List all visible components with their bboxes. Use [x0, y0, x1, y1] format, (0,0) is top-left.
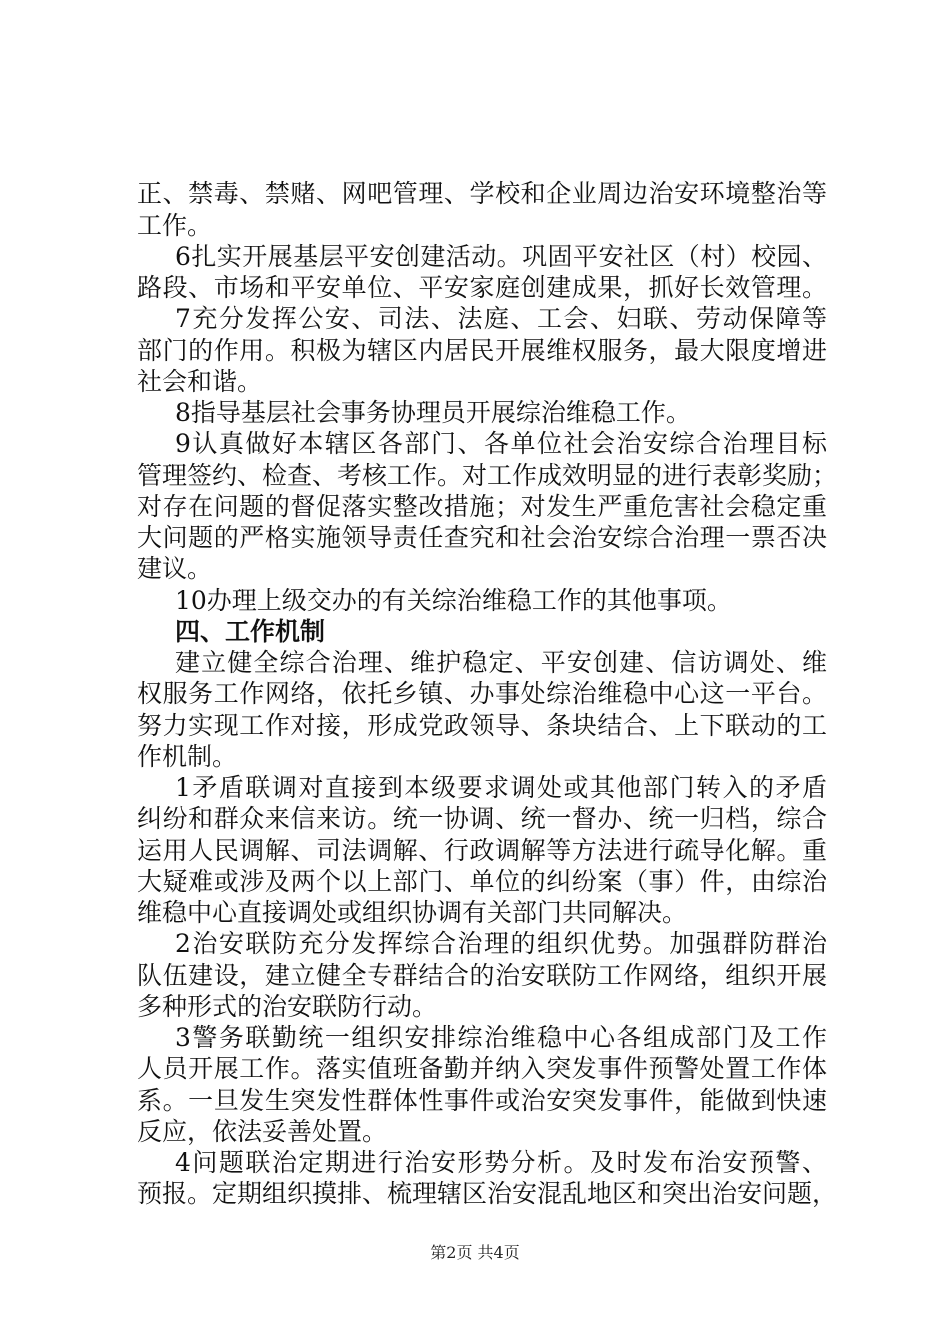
text-line: 4问题联治定期进行治安形势分析。及时发布治安预警、	[175, 1148, 827, 1177]
text-line: 多种形式的治安联防行动。	[137, 992, 438, 1021]
text-line: 1矛盾联调对直接到本级要求调处或其他部门转入的矛盾	[175, 773, 827, 802]
text-line: 作机制。	[137, 742, 238, 771]
text-line: 8指导基层社会事务协理员开展综治维稳工作。	[175, 398, 691, 427]
text-line: 大疑难或涉及两个以上部门、单位的纠纷案（事）件，由综治	[137, 867, 827, 896]
text-line: 纠纷和群众来信来访。统一协调、统一督办、统一归档，综合	[137, 804, 827, 833]
text-line: 10办理上级交办的有关综治维稳工作的其他事项。	[175, 586, 732, 615]
text-line: 正、禁毒、禁赌、网吧管理、学校和企业周边治安环境整治等	[137, 179, 827, 208]
section-heading: 四、工作机制	[175, 617, 326, 646]
text-line: 人员开展工作。落实值班备勤并纳入突发事件预警处置工作体	[137, 1054, 827, 1083]
text-line: 2治安联防充分发挥综合治理的组织优势。加强群防群治	[175, 929, 827, 958]
text-line: 系。一旦发生突发性群体性事件或治安突发事件，能做到快速	[137, 1086, 827, 1115]
text-line: 路段、市场和平安单位、平安家庭创建成果，抓好长效管理。	[137, 273, 827, 302]
text-line: 反应，依法妥善处置。	[137, 1117, 388, 1146]
text-line: 大问题的严格实施领导责任查究和社会治安综合治理一票否决	[137, 523, 827, 552]
text-line: 管理签约、检查、考核工作。对工作成效明显的进行表彰奖励；	[137, 461, 838, 490]
text-line: 部门的作用。积极为辖区内居民开展维权服务，最大限度增进	[137, 336, 827, 365]
text-line: 队伍建设，建立健全专群结合的治安联防工作网络，组织开展	[137, 961, 827, 990]
text-line: 预报。定期组织摸排、梳理辖区治安混乱地区和突出治安问题，	[137, 1179, 838, 1208]
page-number-footer: 第2页 共4页	[430, 1243, 520, 1262]
text-line: 运用人民调解、司法调解、行政调解等方法进行疏导化解。重	[137, 836, 827, 865]
text-line: 建议。	[137, 554, 213, 583]
text-line: 3警务联勤统一组织安排综治维稳中心各组成部门及工作	[175, 1023, 827, 1052]
text-line: 对存在问题的督促落实整改措施；对发生严重危害社会稳定重	[137, 492, 827, 521]
text-line: 权服务工作网络，依托乡镇、办事处综治维稳中心这一平台。	[137, 679, 827, 708]
text-line: 工作。	[137, 211, 213, 240]
text-line: 9认真做好本辖区各部门、各单位社会治安综合治理目标	[175, 429, 827, 458]
text-line: 6扎实开展基层平安创建活动。巩固平安社区（村）校园、	[175, 242, 827, 271]
text-line: 7充分发挥公安、司法、法庭、工会、妇联、劳动保障等	[175, 304, 827, 333]
text-line: 维稳中心直接调处或组织协调有关部门共同解决。	[137, 898, 688, 927]
text-line: 努力实现工作对接，形成党政领导、条块结合、上下联动的工	[137, 711, 827, 740]
text-line: 建立健全综合治理、维护稳定、平安创建、信访调处、维	[175, 648, 827, 677]
text-line: 社会和谐。	[137, 367, 263, 396]
